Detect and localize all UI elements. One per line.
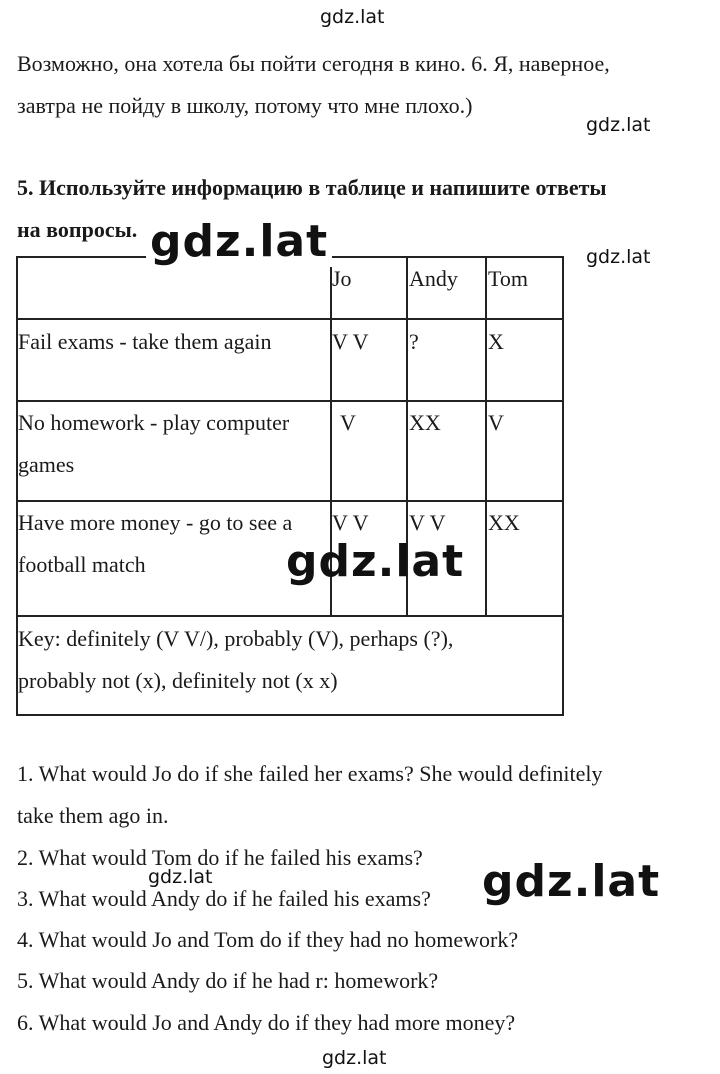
row-1-tom: X (488, 329, 504, 354)
question-1-line-1: 1. What would Jo do if she failed her exams? She would definitely (17, 761, 603, 786)
question-6: 6. What would Jo and Andy do if they had more money? (17, 1010, 516, 1035)
row-3-jo: V V (332, 510, 369, 535)
watermark-big-1: gdz.lat (146, 216, 332, 267)
intro-line-2: завтра не пойду в школу, потому что мне плохо.) (17, 93, 473, 118)
intro-line-1: Возможно, она хотела бы пойти сегодня в кино. 6. Я, наверное, (17, 51, 610, 76)
watermark-small-questions: gdz.lat (148, 866, 213, 888)
row-3-label-line-2: football match (18, 552, 146, 577)
watermark-big-3: gdz.lat (482, 856, 661, 907)
row-2-label-line-2: games (18, 452, 75, 477)
row-1-jo: V V (332, 329, 369, 354)
question-5: 5. What would Andy do if he had r: homework? (17, 968, 439, 993)
question-4: 4. What would Jo and Tom do if they had no homework? (17, 927, 519, 952)
header-andy: Andy (409, 266, 458, 291)
watermark-bottom: gdz.lat (322, 1047, 387, 1069)
task-heading-line-2: на вопросы. (17, 217, 138, 242)
watermark-right-1: gdz.lat (586, 114, 651, 136)
row-3-andy: V V (409, 510, 446, 535)
row-2-tom: V (488, 410, 504, 435)
row-1-andy: ? (409, 329, 419, 354)
task-heading-line-1: 5. Используйте информацию в таблице и напишите ответы (17, 175, 607, 200)
row-1-label: Fail exams - take them again (18, 329, 272, 354)
row-2-label-line-1: No homework - play computer (18, 410, 290, 435)
header-tom: Tom (488, 266, 529, 291)
watermark-top: gdz.lat (320, 6, 385, 28)
watermark-right-2: gdz.lat (586, 246, 651, 268)
watermark-big-2: gdz.lat (286, 536, 465, 587)
question-3: 3. What would Andy do if he failed his exams? (17, 886, 431, 911)
table-key-line-2: probably not (x), definitely not (x x) (18, 668, 338, 693)
row-3-tom: XX (488, 510, 520, 535)
row-2-andy: XX (409, 410, 441, 435)
question-2: 2. What would Tom do if he failed his exams? (17, 845, 423, 870)
row-3-label-line-1: Have more money - go to see a (18, 510, 293, 535)
question-1-line-2: take them ago in. (17, 803, 169, 828)
row-2-jo: V (340, 410, 356, 435)
header-jo: Jo (332, 266, 352, 291)
table-key-line-1: Key: definitely (V V/), probably (V), perhaps (?), (18, 626, 454, 651)
